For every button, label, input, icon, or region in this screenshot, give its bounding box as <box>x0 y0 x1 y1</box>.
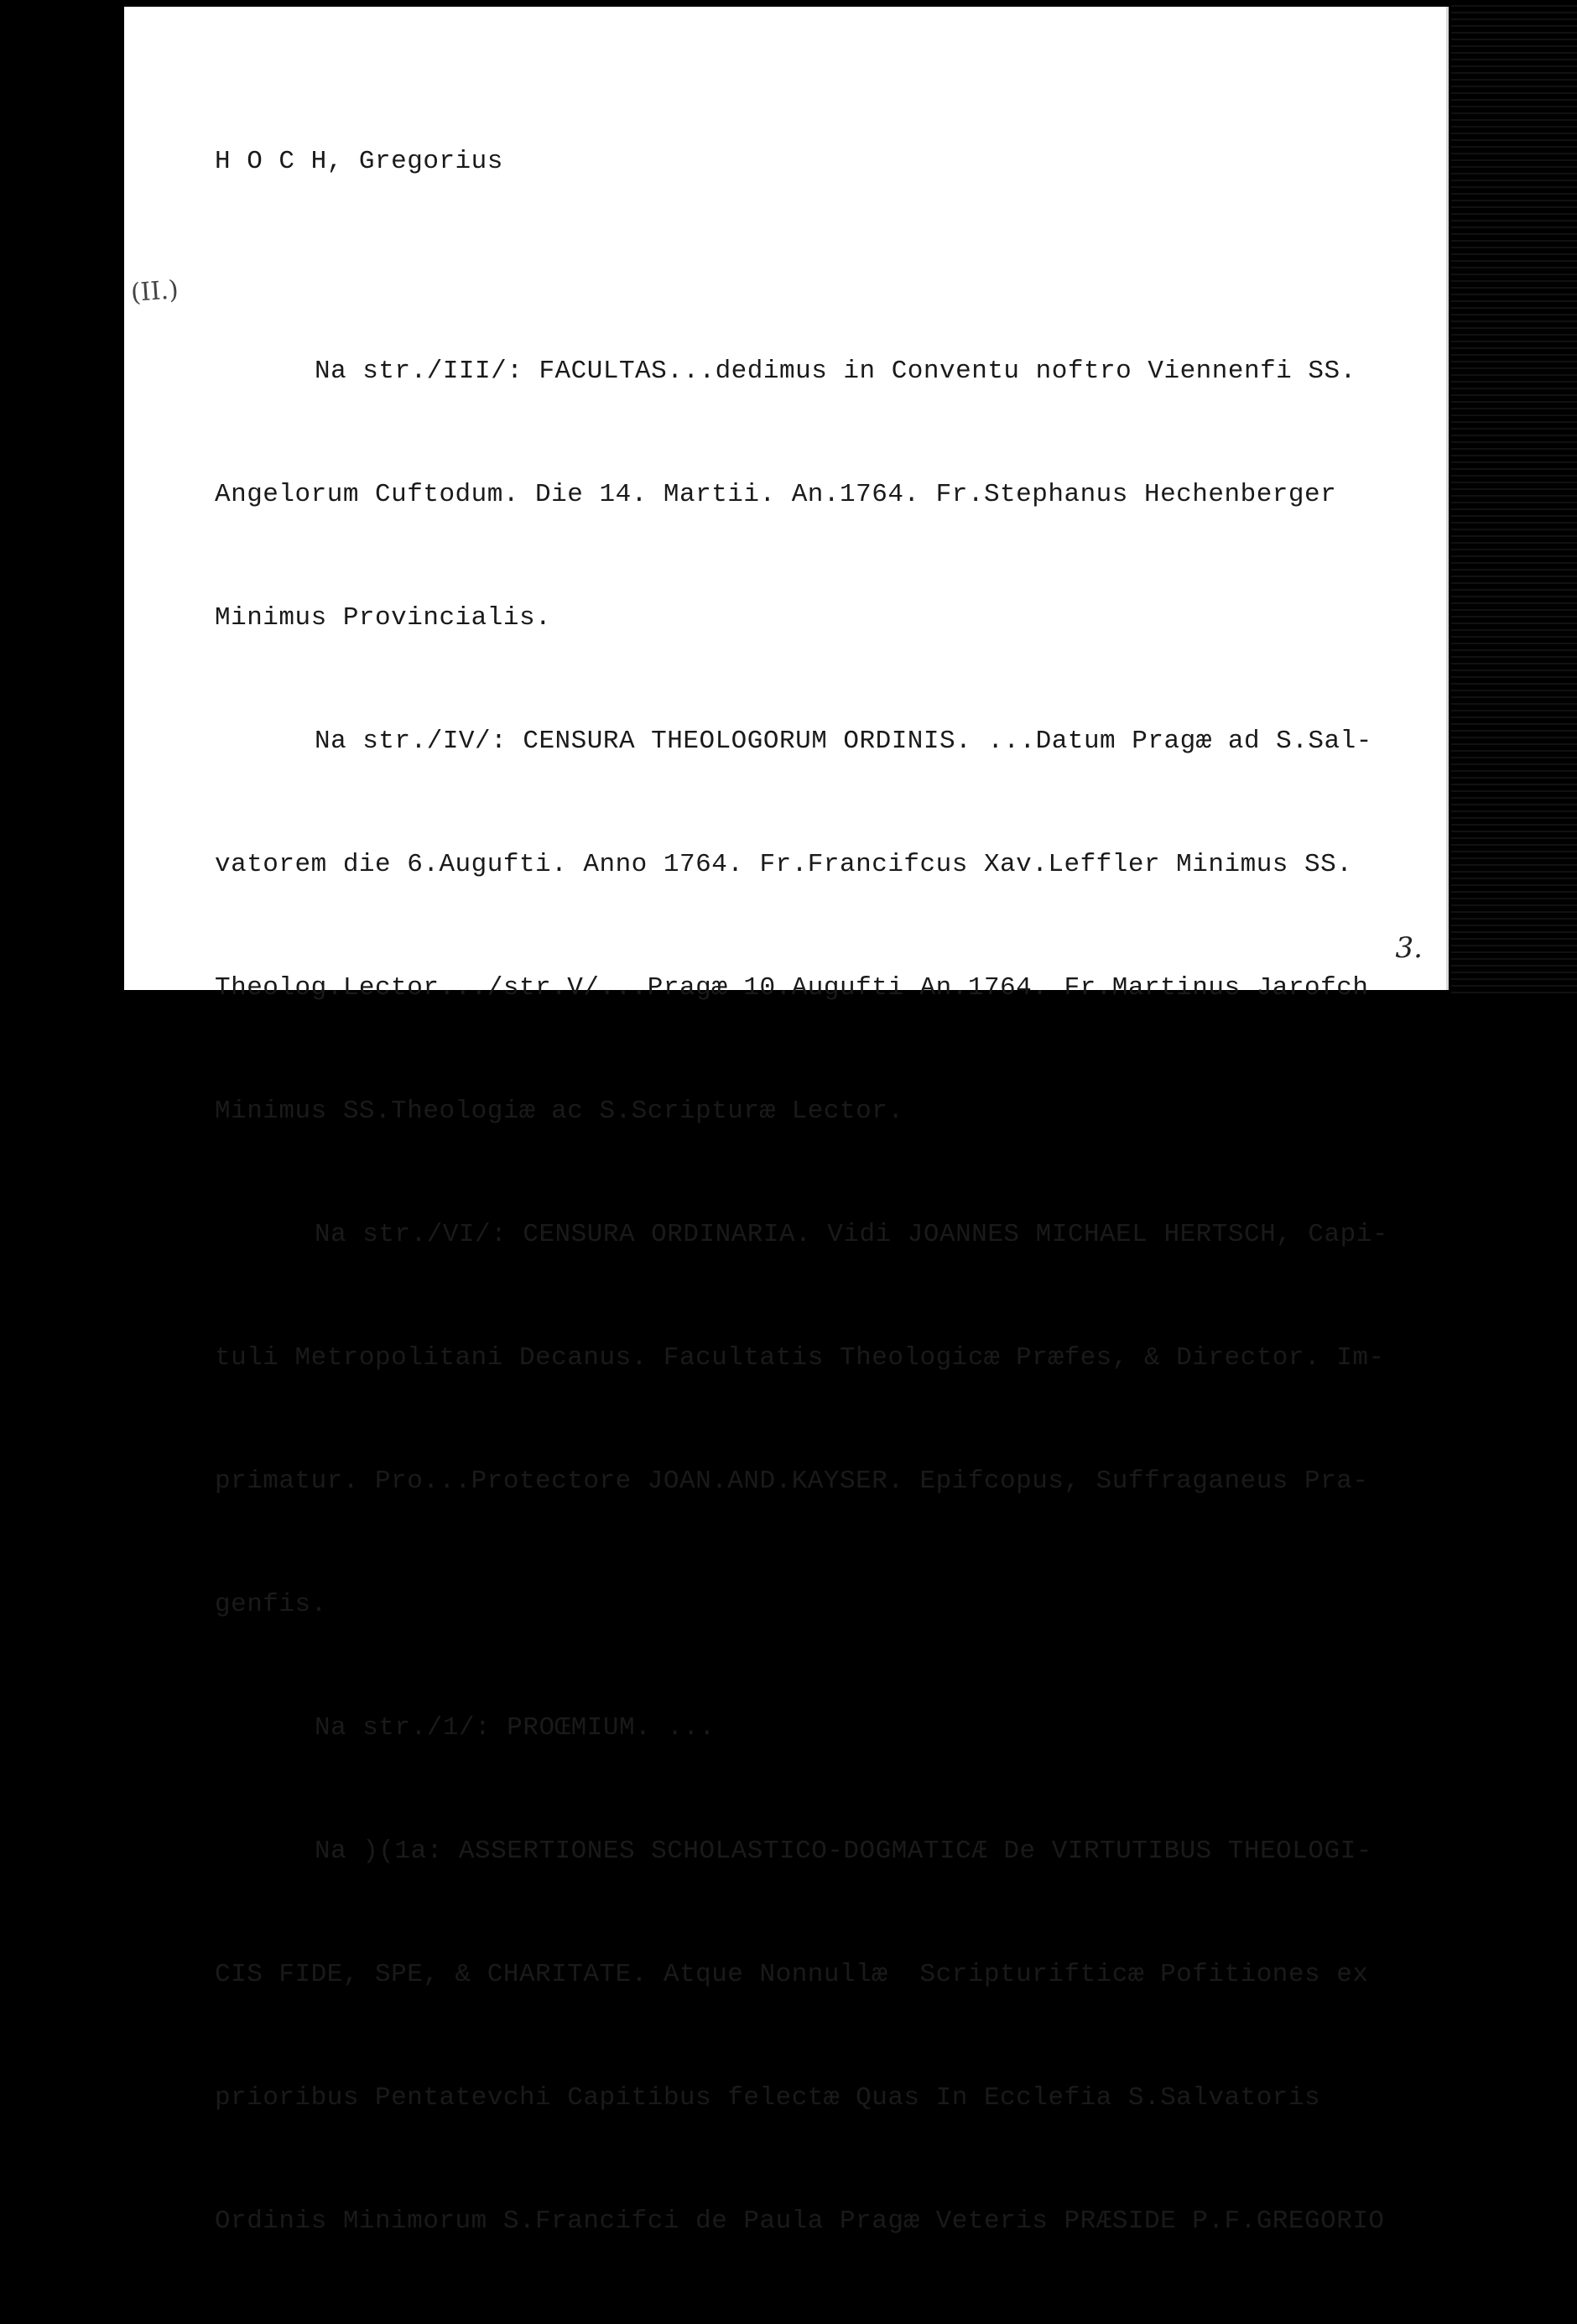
text-line: CIS FIDE, SPE, & CHARITATE. Atque Nonnullæ Scripturifticæ Pofitiones ex <box>215 1960 1369 1989</box>
text-line: Na str./VI/: CENSURA ORDINARIA. Vidi JOANNES MICHAEL HERTSCH, Capi- <box>315 1220 1388 1249</box>
text-line: tuli Metropolitani Decanus. Facultatis Theologicæ Præfes, & Director. Im- <box>215 1343 1385 1373</box>
margin-note: (II.) <box>129 275 180 308</box>
text-line: genfis. <box>215 1590 327 1619</box>
text-line: primatur. Pro...Protectore JOAN.AND.KAYSER. Epifcopus, Suffraganeus Pra- <box>215 1467 1369 1496</box>
text-line: vatorem die 6.Augufti. Anno 1764. Fr.Francifcus Xav.Leffler Minimus SS. <box>215 850 1353 879</box>
text-line: Na str./1/: PROŒMIUM. ... <box>315 1713 716 1743</box>
text-line: Angelorum Cuftodum. Die 14. Martii. An.1764. Fr.Stephanus Hechenberger <box>215 480 1337 509</box>
text-line: prioribus Pentatevchi Capitibus felectæ Quas In Ecclefia S.Salvatoris <box>215 2083 1321 2113</box>
catalog-card <box>124 7 1449 2236</box>
text-line: Minimus SS.Theologiæ ac S.Scripturæ Lector. <box>215 1097 904 1126</box>
card-heading: H O C H, Gregorius <box>215 147 503 176</box>
scan-edge-artifact <box>1451 0 1577 997</box>
card-body <box>215 268 1388 2324</box>
text-line: Minimus Provincialis. <box>215 603 552 633</box>
text-line: Theolog.Lector.../str.V/...Pragæ 10.Augufti An.1764. Fr.Martinus Jarofch <box>215 973 1369 1003</box>
text-line: Na str./III/: FACULTAS...dedimus in Conventu noftro Viennenfi SS. <box>315 357 1356 386</box>
text-line: Na )(1a: ASSERTIONES SCHOLASTICO-DOGMATICÆ De VIRTUTIBUS THEOLOGI- <box>315 1837 1372 1866</box>
text-line: Ordinis Minimorum S.Francifci de Paula Pragæ Veteris PRÆSIDE P.F.GREGORIO <box>215 2207 1385 2236</box>
page-number: 3. <box>1395 931 1423 965</box>
text-line: Na str./IV/: CENSURA THEOLOGORUM ORDINIS. ...Datum Pragæ ad S.Sal- <box>315 727 1372 756</box>
